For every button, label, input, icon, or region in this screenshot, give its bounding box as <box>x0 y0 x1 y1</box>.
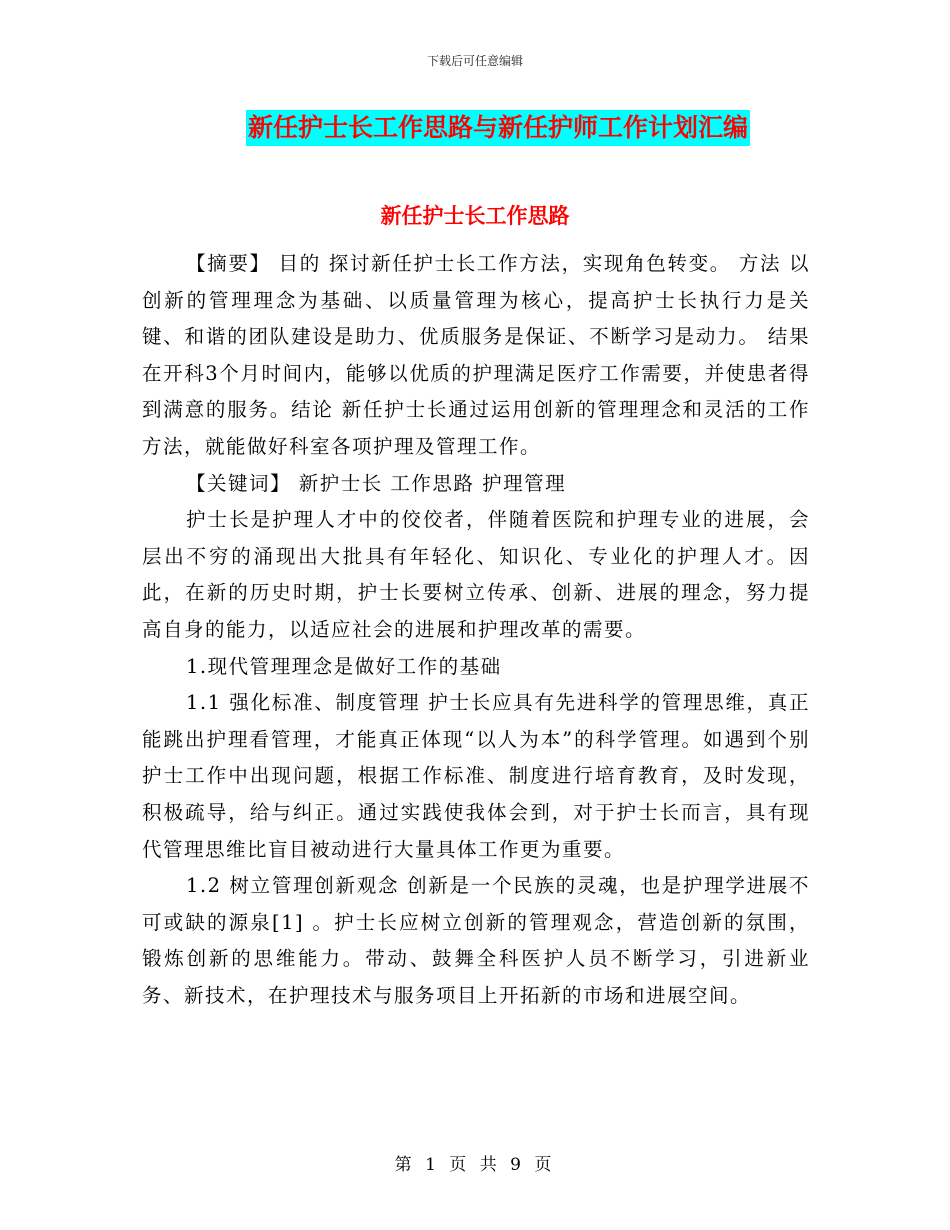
document-title-wrapper <box>0 110 950 146</box>
section-title: 新任护士长工作思路 <box>380 203 570 228</box>
download-note: 下载后可任意编辑 <box>426 54 523 68</box>
intro-paragraph: 护士长是护理人才中的佼佼者，伴随着医院和护理专业的进展，会层出不穷的涌现出大批具有年轻化、知识化、专业化的护理人才。因此，在新的历史时期，护士长要树立传承、创新、进展的理念，努力提高自身的能力，以适应社会的进展和护理改革的需要。 <box>142 508 810 641</box>
page-number: 第 1 页 共 9 页 <box>394 1155 556 1175</box>
abstract-paragraph: 【摘要】 目的 探讨新任护士长工作方法，实现角色转变。 方法 以创新的管理理念为基础、以质量管理为核心，提高护士长执行力是关键、和谐的团队建设是助力、优质服务是保证、不断学习是动力。 结果 在开科3个月时间内，能够以优质的护理满足医疗工作需要，并使患者得到满意的服务。结论 新任护士长通过运用创新的管理理念和灵活的工作方法，就能做好科室各项护理及管理工作。 <box>142 252 810 458</box>
keywords-paragraph: 【关键词】 新护士长 工作思路 护理管理 <box>186 471 567 495</box>
section-heading-1: 1.现代管理理念是做好工作的基础 <box>186 654 502 678</box>
subsection-1-1-paragraph: 1.1 强化标准、制度管理 护士长应具有先进科学的管理思维，真正能跳出护理看管理，才能真正体现“以人为本”的科学管理。如遇到个别护士工作中出现问题，根据工作标准、制度进行培育教育，及时发现，积极疏导，给与纠正。通过实践使我体会到，对于护士长而言，具有现代管理思维比盲目被动进行大量具体工作更为重要。 <box>142 691 810 861</box>
document-body <box>142 246 810 1014</box>
subsection-1-2-paragraph: 1.2 树立管理创新观念 创新是一个民族的灵魂，也是护理学进展不可或缺的源泉[1] 。护士长应树立创新的管理观念，营造创新的氛围，锻炼创新的思维能力。带动、鼓舞全科医护人员不断学习，引进新业务、新技术，在护理技术与服务项目上开拓新的市场和进展空间。 <box>142 874 810 1007</box>
document-title: 新任护士长工作思路与新任护师工作计划汇编 <box>246 110 750 146</box>
